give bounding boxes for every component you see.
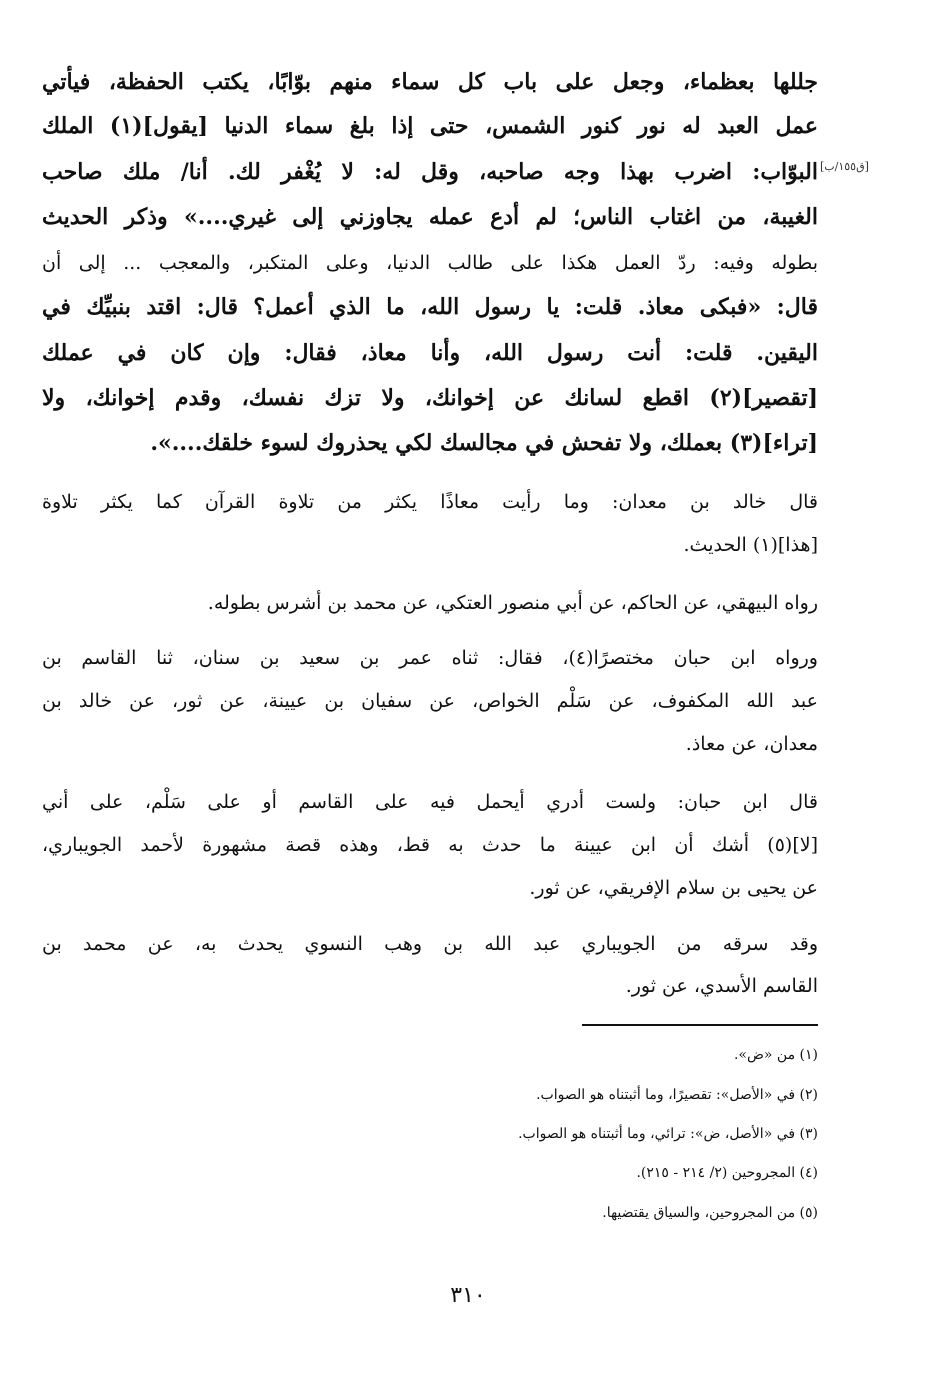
text-line: قال: «فبكى معاذ. قلت: يا رسول الله، ما الذي أعمل؟ قال: اقتد بنبيِّك في — [42, 294, 818, 320]
text-line: قال ابن حبان: ولست أدري أيحمل فيه على القاسم أو على سَلْم، على أني — [42, 791, 818, 813]
text-line: القاسم الأسدي، عن ثور. — [625, 975, 818, 997]
text-line: اليقين. قلت: أنت رسول الله، وأنا معاذ، فقال: وإن كان في عملك — [42, 340, 818, 366]
text-line: قال خالد بن معدان: وما رأيت معاذًا يكثر من تلاوة القرآن كما يكثر تلاوة — [42, 491, 818, 513]
footnote-separator — [582, 1024, 818, 1026]
text-line: رواه البيهقي، عن الحاكم، عن أبي منصور العتكي، عن محمد بن أشرس بطوله. — [207, 592, 818, 614]
manuscript-folio-note: [ق١٥٥/ب] — [820, 160, 869, 173]
text-line: عمل العبد له نور كنور الشمس، حتى إذا بلغ سماء الدنيا [يقول](١) الملك — [42, 113, 818, 139]
text-line: البوّاب: اضرب بهذا وجه صاحبه، وقل له: لا يُغْفر لك. أنا/ ملك صاحب — [42, 159, 818, 185]
text-line: عن يحيى بن سلام الإفريقي، عن ثور. — [529, 877, 818, 899]
footnote: (٢) في «الأصل»: تقصيرًا، وما أثبتناه هو الصواب. — [536, 1087, 818, 1103]
footnote: (٤) المجروحين (٢/ ٢١٤ - ٢١٥). — [636, 1165, 818, 1181]
text-line: جللها بعظماء، وجعل على باب كل سماء منهم بوّابًا، يكتب الحفظة، فيأتي — [42, 69, 818, 95]
text-line: الغيبة، من اغتاب الناس؛ لم أدع عمله يجاوزني إلى غيري....» وذكر الحديث — [42, 204, 818, 230]
footnote: (١) من «ض». — [733, 1047, 818, 1063]
text-line: [لا](٥) أشك أن ابن عيينة ما حدث به قط، وهذه قصة مشهورة لأحمد الجويباري، — [42, 834, 818, 856]
text-line: [تراء](٣) بعملك، ولا تفحش في مجالسك لكي يحذروك لسوء خلقك....». — [150, 430, 818, 456]
text-line: بطوله وفيه: ردّ العمل هكذا على طالب الدنيا، وعلى المتكبر، والمعجب ... إلى أن — [42, 252, 818, 274]
text-line: وقد سرقه من الجويباري عبد الله بن وهب النسوي يحدث به، عن محمد بن — [42, 933, 818, 955]
text-line: [هذا](١) الحديث. — [683, 534, 818, 556]
footnote: (٣) في «الأصل، ض»: ترائي، وما أثبتناه هو الصواب. — [518, 1126, 818, 1142]
text-line: [تقصير](٢) اقطع لسانك عن إخوانك، ولا تزك نفسك، وقدم إخوانك، ولا — [42, 385, 818, 411]
page-number: ٣١٠ — [450, 1283, 486, 1308]
text-line: عبد الله المكفوف، عن سَلْم الخواص، عن سفيان بن عيينة، عن ثور، عن خالد بن — [42, 690, 818, 712]
footnote: (٥) من المجروحين، والسياق يقتضيها. — [602, 1205, 818, 1221]
text-line: ورواه ابن حبان مختصرًا(٤)، فقال: ثناه عمر بن سعيد بن سنان، ثنا القاسم بن — [42, 647, 818, 669]
text-line: معدان، عن معاذ. — [685, 733, 818, 755]
